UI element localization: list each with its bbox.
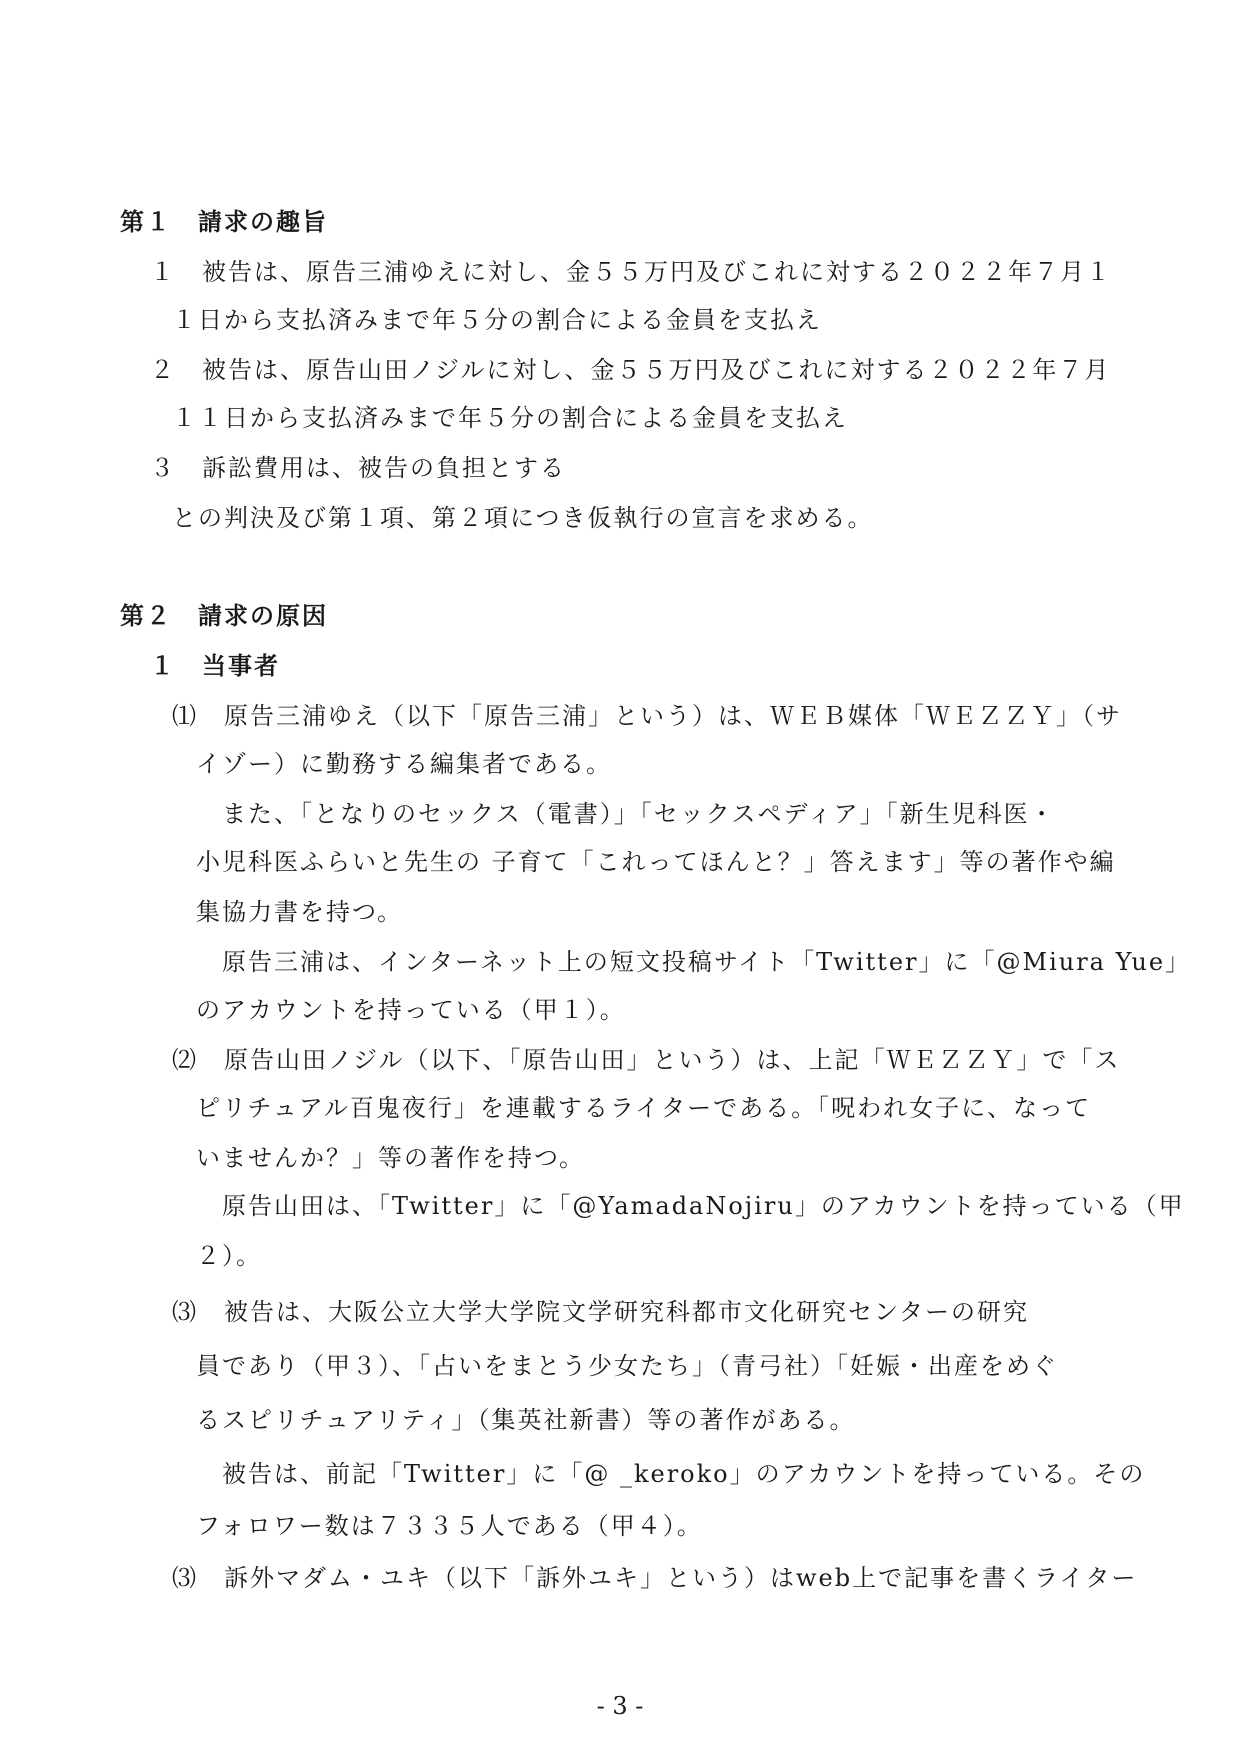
paragraph1b-line1: また、「となりのセックス（電書）」「セックスペディア」「新生児科医・ [222, 800, 1056, 828]
section2-heading: 第２ 請求の原因 [120, 601, 328, 630]
paragraph3-line1: ⑶ 被告は、大阪公立大学大学院文学研究科都市文化研究センターの研究 [172, 1298, 1030, 1326]
paragraph1b-line3: 集協力書を持つ。 [196, 898, 404, 926]
section2-sub1-heading: １ 当事者 [150, 651, 280, 680]
page-number: - 3 - [596, 1692, 644, 1720]
paragraph3b-line1: 被告は、前記「Twitter」に「@ _keroko」のアカウントを持っている。その [222, 1460, 1146, 1488]
paragraph3-line3: るスピリチュアリティ」（集英社新書）等の著作がある。 [196, 1406, 856, 1434]
paragraph3b-line2: フォロワー数は７３３５人である（甲４）。 [196, 1512, 703, 1540]
paragraph1-line2: イゾー）に勤務する編集者である。 [196, 750, 612, 778]
paragraph1c-line1: 原告三浦は、インターネット上の短文投稿サイト「Twitter」に「@Miura Yue」 [222, 948, 1192, 976]
section1-item1-line1: １ 被告は、原告三浦ゆえに対し、金５５万円及びこれに対する２０２２年７月１ [150, 258, 1112, 286]
section1-item2-line1: ２ 被告は、原告山田ノジルに対し、金５５万円及びこれに対する２０２２年７月 [150, 356, 1111, 384]
section1-item1-line2: １日から支払済みまで年５分の割合による金員を支払え [172, 306, 822, 334]
section1-closing: との判決及び第１項、第２項につき仮執行の宣言を求める。 [172, 504, 874, 532]
paragraph2-line2: ピリチュアル百鬼夜行」を連載するライターである。「呪われ女子に、なって [196, 1094, 1092, 1122]
section1-item3: ３ 訴訟費用は、被告の負担とする [150, 454, 566, 482]
paragraph2b-line2: ２）。 [196, 1242, 262, 1270]
paragraph2-line3: いませんか？」等の著作を持つ。 [196, 1144, 586, 1172]
paragraph1c-line2: のアカウントを持っている（甲１）。 [196, 996, 626, 1024]
paragraph2b-line1: 原告山田は、「Twitter」に「@YamadaNojiru」のアカウントを持っている（甲 [222, 1192, 1185, 1220]
paragraph1-line1: ⑴ 原告三浦ゆえ（以下「原告三浦」という）は、ＷＥＢ媒体「ＷＥＺＺＹ」（サ [172, 702, 1122, 730]
paragraph4-line1: ⑶ 訴外マダム・ユキ（以下「訴外ユキ」という）はweb上で記事を書くライター [172, 1564, 1138, 1592]
section1-heading: 第１ 請求の趣旨 [120, 207, 328, 236]
paragraph1b-line2: 小児科医ふらいと先生の 子育て「これってほんと？」答えます」等の著作や編 [196, 848, 1116, 876]
paragraph2-line1: ⑵ 原告山田ノジル（以下、「原告山田」という）は、上記「ＷＥＺＺＹ」で「ス [172, 1046, 1121, 1074]
paragraph3-line2: 員であり（甲３）、「占いをまとう少女たち」（青弓社）「妊娠・出産をめぐ [196, 1352, 1058, 1380]
section1-item2-line2: １１日から支払済みまで年５分の割合による金員を支払え [172, 404, 848, 432]
